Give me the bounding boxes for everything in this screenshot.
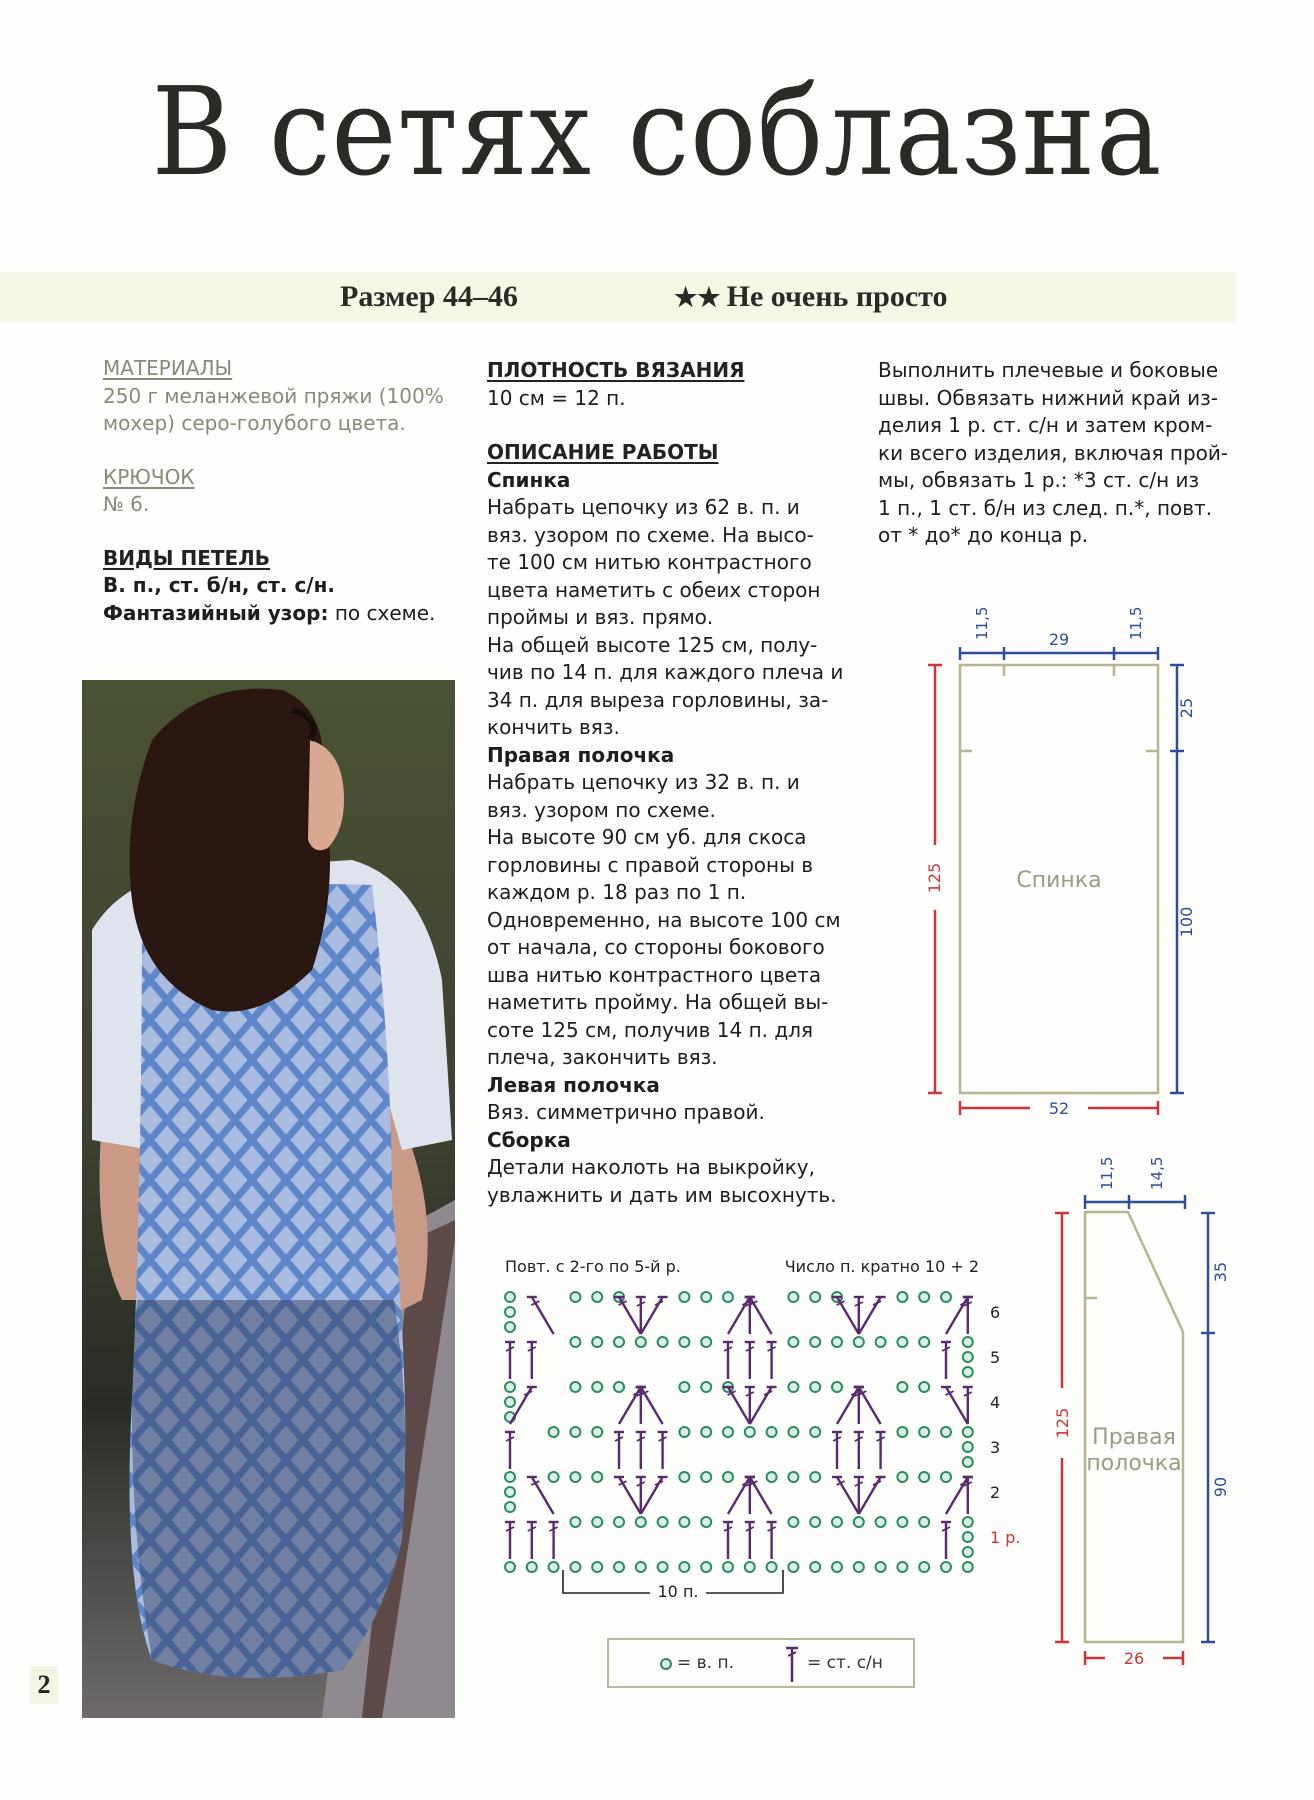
section-line: Детали наколоть на выкройку, (487, 1155, 815, 1179)
materials-line: 250 г меланжевой пряжи (100% (103, 383, 444, 408)
section-line: чив по 14 п. для каждого плеча и (487, 660, 844, 684)
chain-stitch (788, 1427, 798, 1437)
chain-stitch (788, 1292, 798, 1302)
chain-stitch (963, 1532, 973, 1542)
assembly-line: мы, обвязать 1 р.: *3 ст. с/н из (878, 468, 1200, 492)
section-line: шва нитью контрастного цвета (487, 962, 822, 987)
chain-stitch (832, 1337, 842, 1347)
description-heading: ОПИСАНИЕ РАБОТЫ (487, 440, 719, 464)
dim-label: 14,5 (1148, 1156, 1166, 1190)
double-crochet-stitch (614, 1477, 641, 1514)
chain-stitch (505, 1397, 515, 1407)
section-line: соте 125 см, получив 14 п. для (487, 1017, 814, 1042)
model-photo (82, 680, 455, 1718)
chain-stitch (570, 1517, 580, 1527)
chain-stitch (810, 1337, 820, 1347)
star-icon: ★★ (674, 283, 721, 312)
chain-stitch (941, 1472, 951, 1482)
double-crochet-stitch (745, 1522, 755, 1559)
section-line: кончить вяз. (487, 715, 620, 739)
chain-stitch (549, 1472, 559, 1482)
double-crochet-stitch (505, 1342, 515, 1379)
dim-label: 35 (1211, 1261, 1230, 1283)
double-crochet-stitch (614, 1432, 624, 1469)
section-line: проймы и вяз. прямо. (487, 605, 714, 629)
chain-stitch (788, 1337, 798, 1347)
chain-stitch (919, 1562, 929, 1572)
double-crochet-stitch (505, 1522, 515, 1559)
chain-stitch (897, 1517, 907, 1527)
chain-stitch (810, 1472, 820, 1482)
chain-stitch (592, 1562, 602, 1572)
chain-stitch (854, 1517, 864, 1527)
size-label: Размер 44–46 (340, 280, 518, 313)
dim-label: 25 (1177, 697, 1196, 719)
chain-stitch (592, 1517, 602, 1527)
chain-stitch (832, 1517, 842, 1527)
section-line: увлажнить и дать им высохнуть. (487, 1182, 837, 1207)
chain-stitch (963, 1367, 973, 1377)
section-line: горловины с правой стороны в (487, 852, 814, 877)
chain-stitch (592, 1337, 602, 1347)
front-schematic (1030, 1156, 1260, 1720)
chain-stitch (614, 1562, 624, 1572)
chain-stitch (919, 1337, 929, 1347)
chain-stitch (636, 1562, 646, 1572)
chain-stitch (658, 1517, 668, 1527)
chain-stitch (505, 1562, 515, 1572)
difficulty-text: Не очень просто (726, 280, 948, 313)
assembly-line: швы. Обвязать нижний край из- (878, 385, 1218, 410)
crochet-chart (490, 1245, 1021, 1605)
double-crochet-stitch (723, 1522, 733, 1559)
assembly-line: ки всего изделия, включая прой- (878, 440, 1229, 465)
row-number: 3 (990, 1438, 1001, 1457)
chain-stitch (701, 1562, 711, 1572)
double-crochet-stitch (658, 1432, 668, 1469)
chain-stitch (592, 1472, 602, 1482)
dim-label: 125 (925, 862, 944, 894)
legend-dc: = ст. с/н (807, 1653, 883, 1673)
double-crochet-stitch (527, 1342, 537, 1379)
chain-stitch (505, 1472, 515, 1482)
repeat-label: 10 п. (657, 1582, 699, 1601)
chain-stitch (505, 1487, 515, 1497)
dim-label: 29 (1048, 630, 1070, 649)
chain-stitch (832, 1562, 842, 1572)
double-crochet-stitch (941, 1342, 951, 1379)
section-title: Левая полочка (487, 1072, 660, 1097)
chain-stitch (963, 1562, 973, 1572)
section-title: Спинка (487, 467, 571, 492)
stitches-value: В. п., ст. б/н, ст. с/н. (103, 573, 336, 597)
chain-stitch (788, 1382, 798, 1392)
photo-illustration (82, 680, 455, 1718)
chain-stitch (679, 1382, 689, 1392)
chain-stitch (919, 1472, 929, 1482)
chain-stitch (810, 1517, 820, 1527)
page-number: 2 (30, 1666, 58, 1704)
chain-stitch (723, 1427, 733, 1437)
left-column (103, 355, 463, 627)
double-crochet-stitch (549, 1522, 559, 1559)
double-crochet-stitch (876, 1432, 886, 1469)
section-line: Одновременно, на высоте 100 см (487, 907, 841, 932)
front-top-dimension (1085, 1195, 1185, 1209)
assembly-line: делия 1 р. ст. с/н и затем кром- (878, 413, 1213, 437)
chain-stitch (963, 1517, 973, 1527)
chain-stitch (745, 1427, 755, 1437)
pattern-line (103, 600, 463, 628)
gauge-heading: ПЛОТНОСТЬ ВЯЗАНИЯ (487, 358, 745, 382)
section-line: от начала, со стороны бокового (487, 935, 825, 959)
chain-stitch (570, 1382, 580, 1392)
double-crochet-stitch (854, 1432, 864, 1469)
chain-stitch (636, 1337, 646, 1347)
chain-stitch (549, 1562, 559, 1572)
dim-label: 100 (1177, 906, 1196, 938)
description-sections (487, 467, 845, 1210)
chain-stitch (963, 1427, 973, 1437)
chain-stitch (505, 1307, 515, 1317)
section-title: Сборка (487, 1127, 571, 1152)
chain-stitch (745, 1562, 755, 1572)
right-column (878, 357, 1235, 550)
double-crochet-stitch (832, 1477, 859, 1514)
chain-stitch (897, 1337, 907, 1347)
section-line: На высоте 90 см уб. для скоса (487, 825, 807, 849)
chain-stitch (570, 1562, 580, 1572)
chain-stitch (767, 1472, 777, 1482)
stitches-heading: ВИДЫ ПЕТЕЛЬ (103, 545, 271, 570)
chain-stitch (897, 1472, 907, 1482)
chain-stitch (679, 1292, 689, 1302)
section-line: наметить пройму. На общей вы- (487, 990, 829, 1014)
chain-stitch (505, 1322, 515, 1332)
back-piece-label: Спинка (1016, 868, 1102, 893)
chain-stitch (963, 1352, 973, 1362)
assembly-line: Выполнить плечевые и боковые (878, 358, 1219, 382)
chain-stitch (723, 1562, 733, 1572)
chain-stitch (679, 1562, 689, 1572)
section-line: Набрать цепочку из 32 в. п. и (487, 770, 800, 794)
chain-stitch (701, 1382, 711, 1392)
section-line: плеча, закончить вяз. (487, 1045, 718, 1069)
chain-stitch (527, 1562, 537, 1572)
chart-legend (607, 1638, 915, 1688)
section-title: Правая полочка (487, 742, 675, 767)
double-crochet-stitch (745, 1342, 755, 1379)
chain-stitch (505, 1292, 515, 1302)
back-right-dimension (1170, 665, 1184, 1093)
chain-stitch (810, 1562, 820, 1572)
dim-label: 11,5 (973, 606, 991, 640)
chain-stitch (614, 1337, 624, 1347)
double-crochet-stitch (636, 1432, 646, 1469)
chain-stitch (963, 1457, 973, 1467)
chain-stitch (876, 1562, 886, 1572)
chain-stitch (832, 1382, 842, 1392)
dim-label: 90 (1211, 1476, 1230, 1498)
chain-stitch (897, 1562, 907, 1572)
chain-stitch (679, 1337, 689, 1347)
section-line: каждом р. 18 раз по 1 п. (487, 880, 747, 904)
assembly-line: 1 п., 1 ст. б/н из след. п.*, повт. (878, 495, 1213, 520)
dim-label: 11,5 (1098, 1156, 1116, 1190)
chain-stitch (810, 1427, 820, 1437)
page-title: В сетях соблазна (151, 61, 1163, 203)
pattern-label: Фантазийный узор: (103, 600, 329, 625)
double-crochet-stitch (527, 1477, 554, 1514)
dim-label: 125 (1053, 1407, 1072, 1439)
chain-stitch (679, 1427, 689, 1437)
chain-stitch (810, 1292, 820, 1302)
chain-stitch (701, 1517, 711, 1527)
chain-stitch (854, 1562, 864, 1572)
chain-stitch (767, 1562, 777, 1572)
chain-stitch (592, 1382, 602, 1392)
hook-heading: КРЮЧОК (103, 464, 195, 489)
chain-stitch (679, 1517, 689, 1527)
chain-stitch (897, 1382, 907, 1392)
chain-stitch (614, 1382, 624, 1392)
chain-stitch (570, 1337, 580, 1347)
section-line: 34 п. для выреза горловины, за- (487, 687, 829, 712)
chain-stitch (941, 1292, 951, 1302)
chain-stitch (788, 1562, 798, 1572)
double-crochet-stitch (505, 1432, 515, 1469)
chain-stitch (919, 1427, 929, 1437)
chain-stitch (701, 1337, 711, 1347)
chain-stitch (592, 1292, 602, 1302)
chain-stitch (549, 1427, 559, 1437)
chain-stitch (810, 1382, 820, 1392)
section-line: На общей высоте 125 см, полу- (487, 632, 818, 657)
double-crochet-stitch (832, 1432, 842, 1469)
chain-stitch (701, 1292, 711, 1302)
chain-symbol-icon (659, 1657, 673, 1671)
dim-label: 11,5 (1127, 606, 1145, 640)
double-crochet-stitch (723, 1342, 733, 1379)
row-number: 1 р. (990, 1528, 1021, 1547)
double-crochet-stitch (527, 1297, 554, 1334)
pattern-value: по схеме. (328, 600, 436, 625)
row-number: 2 (990, 1483, 1001, 1502)
double-crochet-symbol-icon (785, 1644, 799, 1684)
double-crochet-stitch (527, 1522, 537, 1559)
chain-stitch (570, 1472, 580, 1482)
front-piece-label: полочка (1086, 1451, 1182, 1476)
chain-stitch (897, 1427, 907, 1437)
double-crochet-stitch (767, 1522, 777, 1559)
row-number: 5 (990, 1348, 1001, 1367)
chain-stitch (701, 1427, 711, 1437)
section-line: вяз. узором по схеме. (487, 797, 716, 822)
dim-label: 52 (1048, 1099, 1070, 1118)
back-schematic (900, 600, 1200, 1160)
chain-stitch (723, 1472, 733, 1482)
chain-stitch (723, 1292, 733, 1302)
row-number: 6 (990, 1303, 1001, 1322)
double-crochet-stitch (767, 1342, 777, 1379)
chain-stitch (941, 1562, 951, 1572)
chain-stitch (767, 1427, 777, 1437)
section-line: вяз. узором по схеме. На высо- (487, 522, 814, 547)
dim-label: 26 (1123, 1649, 1145, 1668)
chain-stitch (570, 1427, 580, 1437)
double-crochet-stitch (941, 1387, 968, 1424)
chain-stitch (897, 1292, 907, 1302)
chain-stitch (592, 1427, 602, 1437)
chain-stitch (876, 1517, 886, 1527)
section-line: цвета наметить с обеих сторон (487, 577, 821, 602)
chain-stitch (941, 1427, 951, 1437)
chain-stitch (679, 1472, 689, 1482)
materials-heading: МАТЕРИАЛЫ (103, 356, 233, 380)
repeat-note: Повт. с 2-го по 5-й р. (505, 1257, 681, 1276)
chain-stitch (658, 1337, 668, 1347)
section-line: Вяз. симметрично правой. (487, 1100, 765, 1124)
double-crochet-stitch (941, 1522, 951, 1559)
hook-value: № 6. (103, 492, 150, 516)
chain-stitch (788, 1472, 798, 1482)
chain-stitch (505, 1502, 515, 1512)
chain-stitch (614, 1517, 624, 1527)
chain-stitch (788, 1517, 798, 1527)
chain-stitch (963, 1547, 973, 1557)
section-line: те 100 см нитью контрастного (487, 550, 812, 574)
row-number: 4 (990, 1393, 1001, 1412)
front-piece-label: Правая (1092, 1425, 1176, 1450)
chain-stitch (963, 1337, 973, 1347)
legend-chain: = в. п. (677, 1653, 734, 1673)
multiple-note: Число п. кратно 10 + 2 (784, 1257, 979, 1276)
chain-stitch (658, 1562, 668, 1572)
chain-stitch (636, 1517, 646, 1527)
chain-stitch (854, 1337, 864, 1347)
middle-column (487, 357, 845, 1209)
materials-line: мохер) серо-голубого цвета. (103, 411, 406, 435)
gauge-value: 10 см = 12 п. (487, 385, 626, 410)
info-band (0, 272, 1236, 322)
assembly-text (878, 357, 1235, 550)
chain-stitch (963, 1442, 973, 1452)
chain-stitch (570, 1292, 580, 1302)
chain-stitch (919, 1517, 929, 1527)
section-line: Набрать цепочку из 62 в. п. и (487, 495, 800, 519)
chain-stitch (919, 1382, 929, 1392)
chain-stitch (505, 1382, 515, 1392)
chain-stitch (919, 1292, 929, 1302)
assembly-line: от * до* до конца р. (878, 523, 1089, 547)
difficulty-label (674, 279, 948, 316)
chain-stitch (876, 1337, 886, 1347)
chain-stitch (701, 1472, 711, 1482)
